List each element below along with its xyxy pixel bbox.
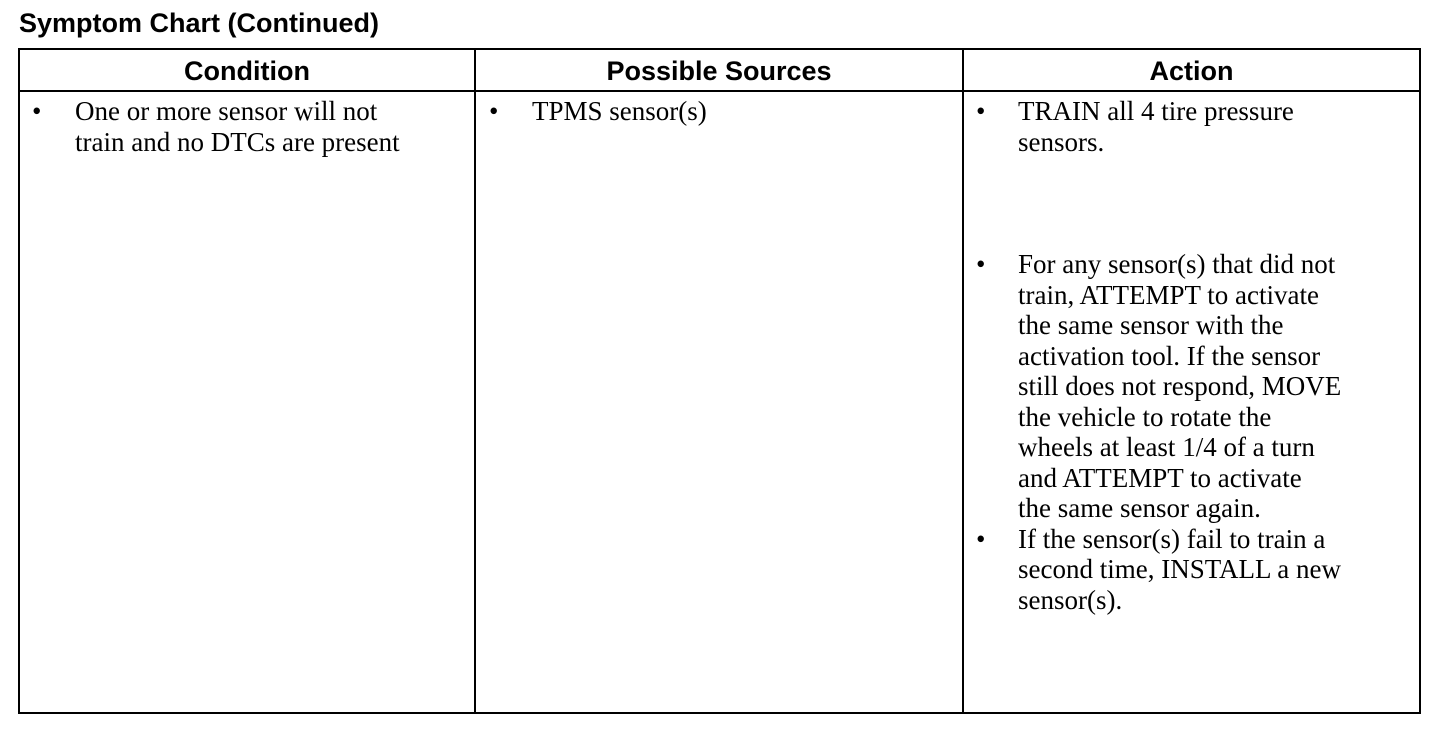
action-item-line: activation tool. If the sensor <box>1018 340 1321 371</box>
condition-cell <box>20 96 474 157</box>
possible-sources-header: Possible Sources <box>606 56 832 86</box>
bullet-icon: • <box>976 249 986 279</box>
possible-sources-cell <box>476 96 962 127</box>
condition-item-line: One or more sensor will not <box>75 96 378 126</box>
page-title: Symptom Chart (Continued) <box>19 8 379 38</box>
action-item <box>964 249 1419 524</box>
action-column <box>964 50 1419 712</box>
action-item-line: the same sensor again. <box>1018 493 1261 523</box>
action-item-line: If the sensor(s) fail to train a <box>1018 523 1326 554</box>
possible-sources-column <box>476 50 962 712</box>
bullet-icon: • <box>489 96 499 126</box>
condition-item <box>20 96 474 157</box>
action-item-line: wheels at least 1/4 of a turn <box>1018 432 1315 462</box>
action-item-line: train, ATTEMPT to activate <box>1018 279 1319 310</box>
action-header: Action <box>1149 56 1234 86</box>
action-item <box>964 96 1419 157</box>
bullet-icon: • <box>976 523 986 554</box>
action-item-line: second time, INSTALL a new <box>1018 554 1341 584</box>
action-item <box>964 524 1419 616</box>
condition-column <box>20 50 474 712</box>
condition-header: Condition <box>184 56 310 86</box>
action-cell <box>964 96 1419 615</box>
source-item <box>476 96 962 127</box>
action-item-line: the vehicle to rotate the <box>1018 401 1272 432</box>
action-item-line: still does not respond, MOVE <box>1018 371 1342 401</box>
action-item-line: and ATTEMPT to activate <box>1018 462 1302 493</box>
action-item-line: sensor(s). <box>1018 584 1123 615</box>
bullet-icon: • <box>32 96 42 126</box>
bullet-icon: • <box>976 96 986 126</box>
action-item-line: TRAIN all 4 tire pressure <box>1018 96 1294 126</box>
symptom-chart-table <box>18 48 1421 714</box>
source-item-line: TPMS sensor(s) <box>532 96 707 126</box>
action-item-line: For any sensor(s) that did not <box>1018 249 1336 279</box>
condition-item-line: train and no DTCs are present <box>75 126 400 157</box>
action-item-line: the same sensor with the <box>1018 310 1284 340</box>
action-item-line: sensors. <box>1018 126 1105 157</box>
